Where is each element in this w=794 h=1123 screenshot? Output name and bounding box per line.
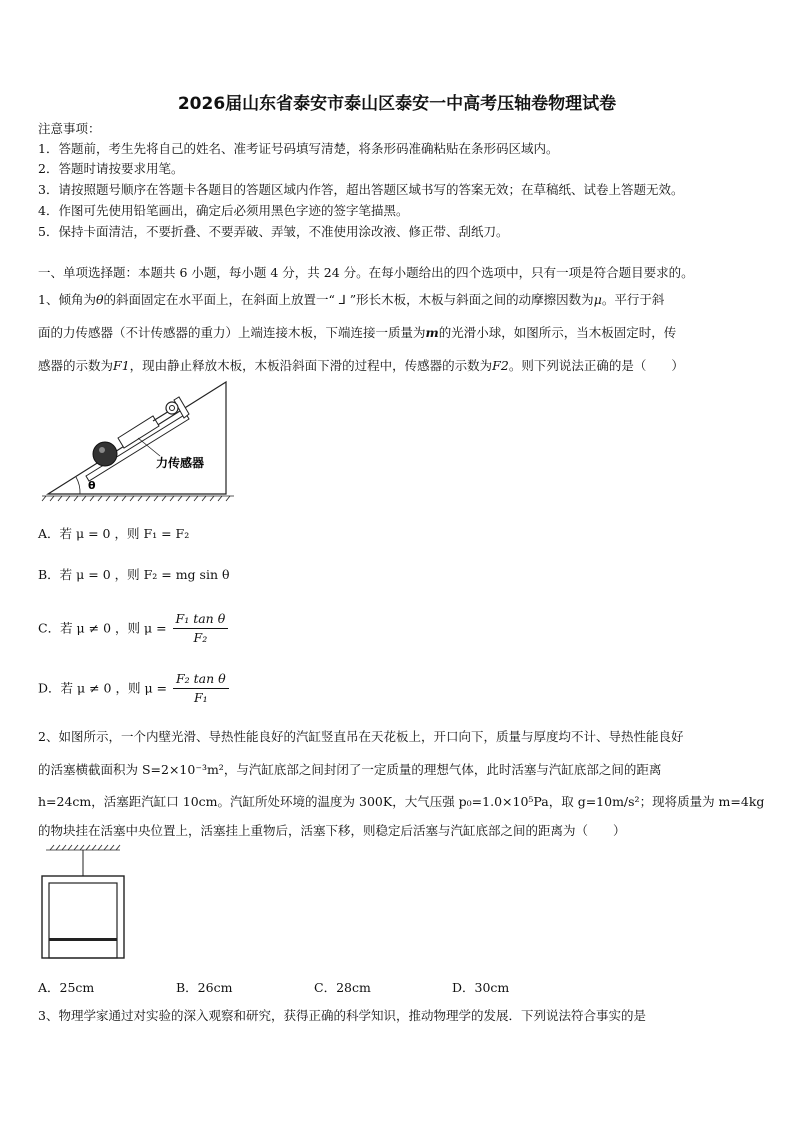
fraction-numerator: F₂ tan θ bbox=[173, 671, 229, 689]
q1-option-c bbox=[38, 611, 228, 646]
cylinder-figure bbox=[38, 842, 130, 962]
fraction-denominator: F₁ bbox=[194, 690, 208, 705]
section-heading: 一、单项选择题：本题共 6 小题，每小题 4 分，共 24 分。在每小题给出的四个选项中，只有一项是符合题目要求的。 bbox=[38, 265, 694, 280]
q1-text: 。平行于斜 bbox=[601, 292, 665, 307]
q2-option-a: A．25cm bbox=[38, 980, 95, 995]
q2-line-1: 2、如图所示，一个内壁光滑、导热性能良好的汽缸竖直吊在天花板上，开口向下，质量与厚度均不计、导热性能良好 bbox=[38, 729, 684, 744]
theta-symbol: θ bbox=[95, 292, 104, 307]
notice-item-4: 4．作图可先使用铅笔画出，确定后必须用黑色字迹的签字笔描黑。 bbox=[38, 203, 409, 218]
sensor-label: 力传感器 bbox=[156, 456, 205, 470]
q2-line-4: 的物块挂在活塞中央位置上，活塞挂上重物后，活塞下移，则稳定后活塞与汽缸底部之间的距离为（ ） bbox=[38, 823, 626, 838]
q2-line-3: h=24cm，活塞距汽缸口 10cm。汽缸所处环境的温度为 300K，大气压强 p₀=1.0×10⁵Pa，取 g=10m/s²；现将质量为 m=4kg bbox=[38, 794, 765, 809]
mu-symbol: μ bbox=[593, 292, 602, 307]
notice-item-5: 5．保持卡面清洁，不要折叠、不要弄破、弄皱，不准使用涂改液、修正带、刮纸刀。 bbox=[38, 224, 509, 239]
notice-item-3: 3．请按照题号顺序在答题卡各题目的答题区域内作答，超出答题区域书写的答案无效；在草稿纸、试卷上答题无效。 bbox=[38, 182, 684, 197]
page-title: 2026届山东省泰安市泰山区泰安一中高考压轴卷物理试卷 bbox=[177, 94, 617, 114]
q2-option-d: D．30cm bbox=[452, 980, 510, 995]
q1-option-d bbox=[38, 671, 229, 706]
q1-text: 面的力传感器（不计传感器的重力）上端连接木板，下端连接一质量为 bbox=[38, 325, 426, 340]
q1-option-a: A．若 μ = 0 ，则 F₁ = F₂ bbox=[38, 526, 190, 541]
q3-line-1: 3、物理学家通过对实验的深入观察和研究，获得正确的科学知识，推动物理学的发展．下列说法符合事实的是 bbox=[38, 1008, 646, 1023]
q1-text: 的斜面固定在水平面上，在斜面上放置一“ ⅃ ”形长木板，木板与斜面之间的动摩擦因数为 bbox=[103, 292, 594, 307]
q2-options bbox=[38, 978, 738, 996]
q1-line-3 bbox=[38, 358, 684, 374]
q1-line-2 bbox=[38, 325, 676, 341]
q1-text: ，现由静止释放木板，木板沿斜面下滑的过程中，传感器的示数为 bbox=[129, 358, 493, 373]
angle-label: θ bbox=[88, 479, 96, 492]
f1-symbol: F1 bbox=[113, 358, 130, 373]
q1-option-b: B．若 μ = 0 ，则 F₂ = mg sin θ bbox=[38, 567, 230, 582]
fraction-numerator: F₁ tan θ bbox=[173, 611, 229, 629]
q2-option-c: C．28cm bbox=[314, 980, 371, 995]
q1-text: 1、倾角为 bbox=[38, 292, 96, 307]
q1-text: 的光滑小球，如图所示，当木板固定时，传 bbox=[438, 325, 677, 340]
option-c-fraction bbox=[173, 611, 229, 646]
notice-heading: 注意事项： bbox=[38, 121, 101, 136]
fraction-denominator: F₂ bbox=[193, 630, 208, 645]
notice-item-1: 1．答题前，考生先将自己的姓名、准考证号码填写清楚，将条形码准确粘贴在条形码区域内。 bbox=[38, 141, 559, 156]
q1-line-1 bbox=[38, 292, 664, 308]
q2-option-b: B．26cm bbox=[176, 980, 233, 995]
incline-figure bbox=[38, 378, 238, 503]
q2-line-2: 的活塞横截面积为 S=2×10⁻³m²，与汽缸底部之间封闭了一定质量的理想气体，此时活塞与汽缸底部之间的距离 bbox=[38, 762, 662, 777]
q1-text: 。则下列说法正确的是（ ） bbox=[508, 358, 684, 373]
option-d-text: D．若 μ ≠ 0 ，则 μ = bbox=[38, 680, 168, 696]
notice-item-2: 2．答题时请按要求用笔。 bbox=[38, 161, 184, 176]
option-d-fraction bbox=[173, 671, 229, 706]
option-c-text: C．若 μ ≠ 0 ，则 μ = bbox=[38, 620, 167, 636]
f2-symbol: F2 bbox=[492, 358, 509, 373]
mass-symbol: m bbox=[425, 325, 439, 340]
q1-text: 感器的示数为 bbox=[38, 358, 114, 373]
